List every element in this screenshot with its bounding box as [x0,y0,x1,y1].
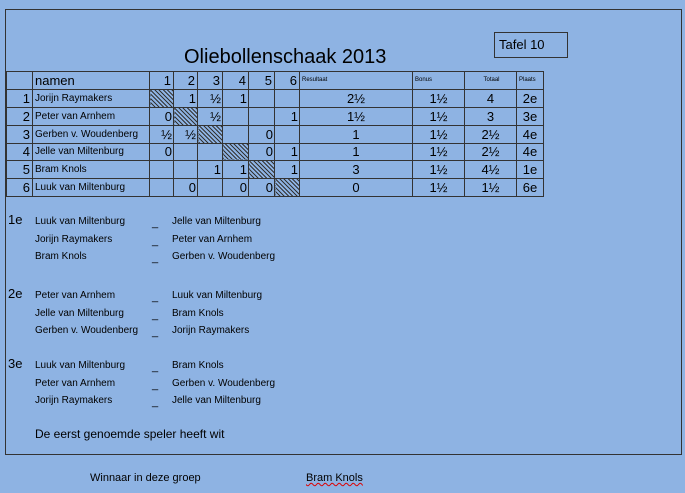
winner-name [306,472,363,484]
self-cell [223,143,249,161]
game-result-cell: 1 [223,161,249,179]
game-result-cell: 0 [249,125,275,143]
pairing-white-player: Peter van Arnhem [35,290,116,301]
player-name: Gerben v. Woudenberg [33,125,150,143]
header-col-2: 2 [174,72,198,90]
game-result-cell [198,143,223,161]
crosstable-header-row [7,72,544,90]
crosstable [6,71,544,197]
crosstable-row [7,108,544,126]
totaal-cell: 3 [465,108,517,126]
header-resultaat: Resultaat [300,72,413,90]
game-result-cell: 0 [150,143,174,161]
plaats-cell: 6e [517,179,544,197]
game-result-cell [174,161,198,179]
player-name: Luuk van Miltenburg [33,179,150,197]
bonus-cell: 1½ [413,179,465,197]
plaats-cell: 4e [517,143,544,161]
pairing-white-player: Jelle van Miltenburg [35,307,124,319]
crosstable-row [7,179,544,197]
self-cell [174,108,198,126]
header-col-1: 1 [150,72,174,90]
header-col-4: 4 [223,72,249,90]
pairing-white-player: Jorijn Raymakers [35,395,113,406]
header-bonus: Bonus [413,72,465,90]
plaats-cell: 1e [517,161,544,179]
pairing-white-player: Luuk van Miltenburg [35,360,126,371]
player-number: 5 [7,161,33,179]
game-result-cell: 0 [223,179,249,197]
header-num-cell [7,72,33,90]
resultaat-cell: 0 [300,179,413,197]
game-result-cell [198,179,223,197]
round-label: 3e [8,356,23,371]
self-cell [150,90,174,108]
game-result-cell [150,179,174,197]
game-result-cell [150,161,174,179]
round-label: 2e [8,286,23,301]
header-col-6: 6 [275,72,300,90]
pairing-white-player: Jorijn Raymakers [35,233,113,245]
crosstable-row [7,143,544,161]
pairing-dash: _ [152,378,159,391]
bonus-cell: 1½ [413,108,465,126]
player-name: Jelle van Miltenburg [33,143,150,161]
player-name: Peter van Arnhem [33,108,150,126]
pairing-black-player: Bram Knols [172,360,224,371]
pairing-dash: _ [152,396,159,408]
pairing-dash: _ [152,217,159,229]
totaal-cell: 2½ [465,125,517,143]
player-number: 4 [7,143,33,161]
game-result-cell [223,125,249,143]
bonus-cell: 1½ [413,161,465,179]
crosstable-row [7,90,544,108]
player-number: 6 [7,179,33,197]
header-totaal: Totaal [465,72,517,90]
totaal-cell: 4½ [465,161,517,179]
plaats-cell: 2e [517,90,544,108]
self-cell [275,179,300,197]
totaal-cell: 2½ [465,143,517,161]
header-plaats: Plaats [517,72,544,90]
pairing-black-player: Peter van Arnhem [172,233,253,245]
player-number: 3 [7,125,33,143]
resultaat-cell: 1 [300,125,413,143]
game-result-cell: ½ [174,125,198,143]
game-result-cell [223,108,249,126]
player-name: Jorijn Raymakers [33,90,150,108]
bonus-cell: 1½ [413,90,465,108]
game-result-cell: ½ [198,108,223,126]
bonus-cell: 1½ [413,125,465,143]
pairing-dash: _ [152,361,159,373]
pairing-white-player: Peter van Arnhem [35,377,116,389]
game-result-cell [174,143,198,161]
game-result-cell: 0 [249,179,275,197]
plaats-cell: 4e [517,125,544,143]
resultaat-cell: 3 [300,161,413,179]
pairing-black-player: Gerben v. Woudenberg [172,251,276,262]
resultaat-cell: 1 [300,143,413,161]
game-result-cell: 1 [275,108,300,126]
game-result-cell: 1 [174,90,198,108]
winner-label: Winnaar in deze groep [90,472,201,484]
pairing-black-player: Jelle van Miltenburg [172,216,261,227]
pairing-black-player: Bram Knols [172,307,224,319]
resultaat-cell: 1½ [300,108,413,126]
header-col-5: 5 [249,72,275,90]
winner-name-text: Bram Knols [306,472,363,484]
game-result-cell: 1 [275,143,300,161]
self-cell [198,125,223,143]
pairing-black-player: Luuk van Miltenburg [172,290,263,301]
game-result-cell [249,108,275,126]
pairing-black-player: Jorijn Raymakers [172,325,250,336]
game-result-cell: ½ [198,90,223,108]
game-result-cell: 1 [275,161,300,179]
game-result-cell [275,90,300,108]
white-note: De eerst genoemde speler heeft wit [35,427,225,441]
pairing-dash: _ [152,234,159,247]
game-result-cell: 1 [198,161,223,179]
pairing-dash: _ [152,326,159,338]
player-number: 2 [7,108,33,126]
pairing-dash: _ [152,252,159,264]
round-label: 1e [8,212,23,227]
pairing-dash: _ [152,291,159,303]
game-result-cell: 0 [150,108,174,126]
self-cell [249,161,275,179]
game-result-cell: 1 [223,90,249,108]
pairing-white-player: Gerben v. Woudenberg [35,325,139,336]
totaal-cell: 4 [465,90,517,108]
crosstable-row [7,125,544,143]
resultaat-cell: 2½ [300,90,413,108]
pairing-white-player: Bram Knols [35,251,87,262]
header-col-3: 3 [198,72,223,90]
pairing-white-player: Luuk van Miltenburg [35,216,126,227]
player-number: 1 [7,90,33,108]
totaal-cell: 1½ [465,179,517,197]
crosstable-row [7,161,544,179]
bonus-cell: 1½ [413,143,465,161]
game-result-cell: 0 [174,179,198,197]
pairing-dash: _ [152,308,159,321]
table-number-box: Tafel 10 [494,32,568,58]
player-name: Bram Knols [33,161,150,179]
game-result-cell: 0 [249,143,275,161]
game-result-cell [249,90,275,108]
game-result-cell [275,125,300,143]
game-result-cell: ½ [150,125,174,143]
pairing-black-player: Gerben v. Woudenberg [172,377,276,389]
plaats-cell: 3e [517,108,544,126]
page-title: Oliebollenschaak 2013 [184,46,387,68]
header-namen: namen [33,72,150,90]
pairing-black-player: Jelle van Miltenburg [172,395,261,406]
